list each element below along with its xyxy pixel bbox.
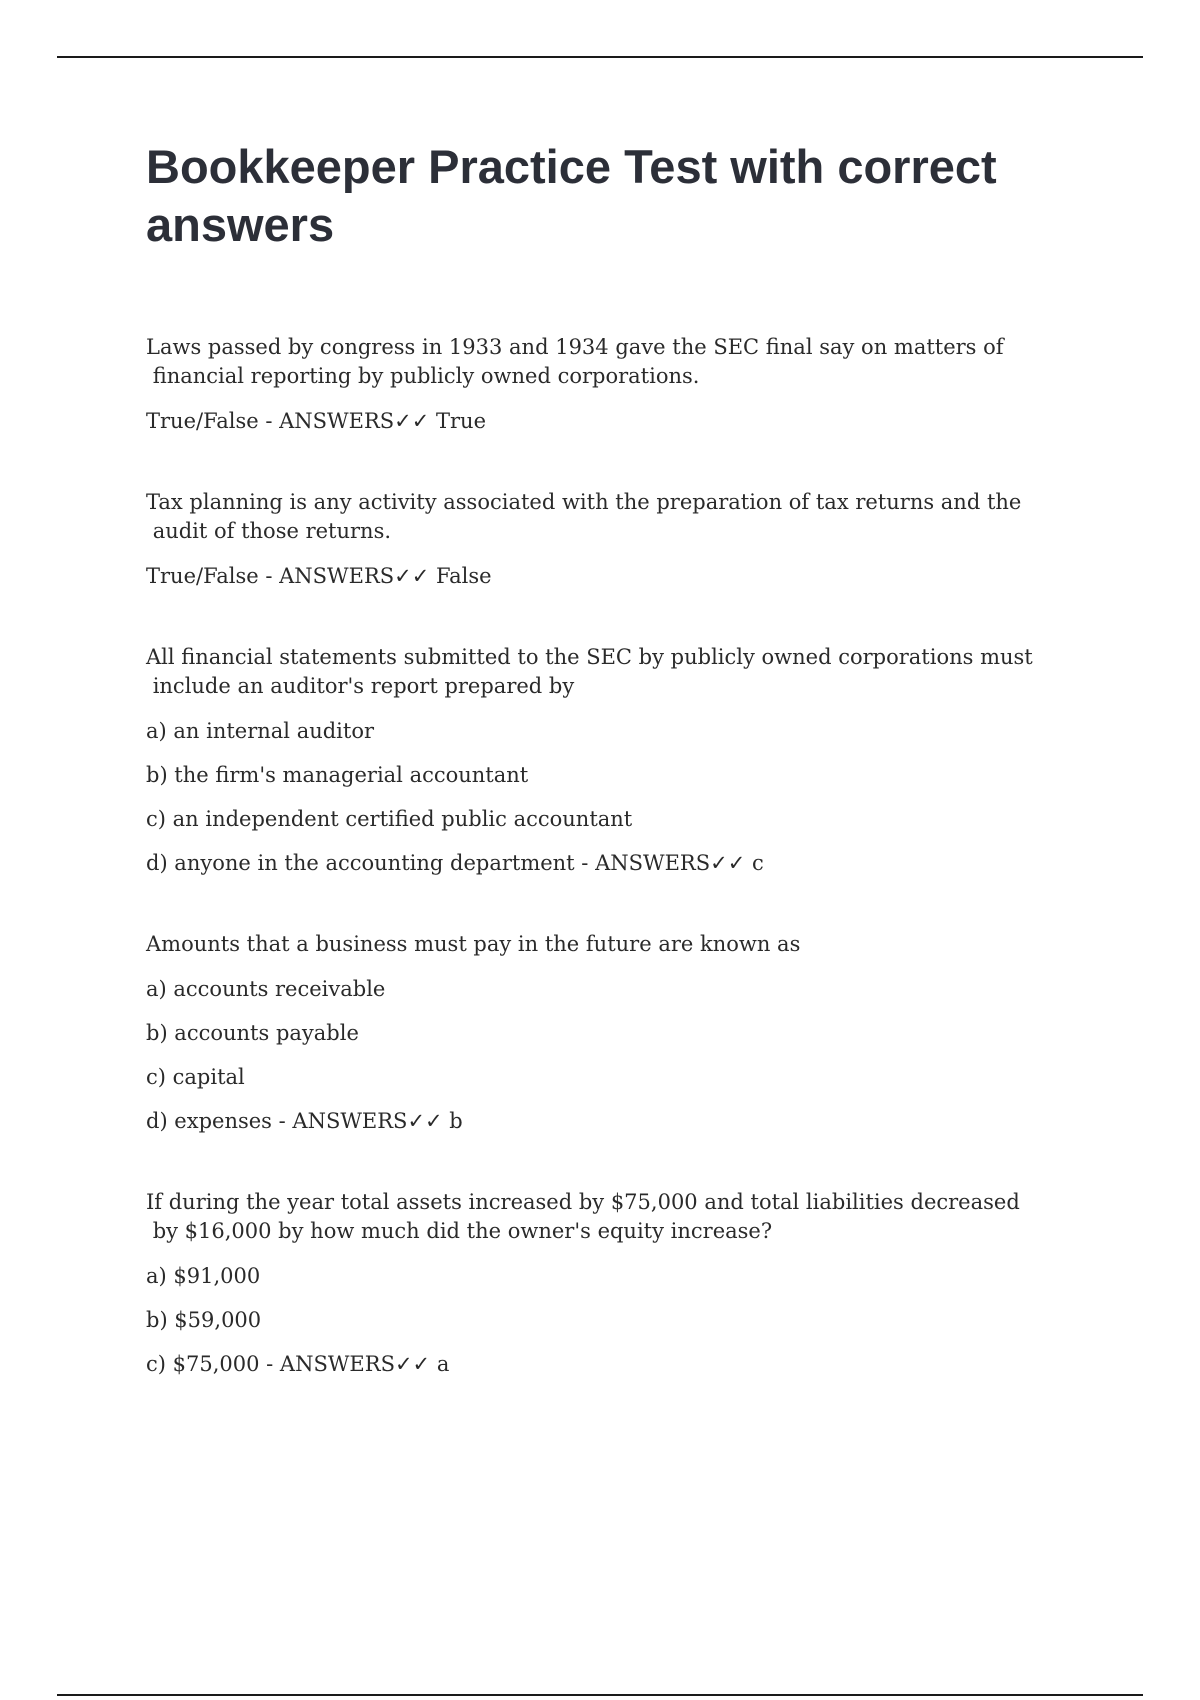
option-c: c) an independent certified public accountant — [146, 807, 633, 831]
question-block-3 — [146, 643, 1081, 878]
question-block-5 — [146, 1188, 1081, 1379]
question-block-4 — [146, 930, 1081, 1136]
question-text: All financial statements submitted to the SEC by publicly owned corporations must include an auditor's report prepared by — [146, 645, 1033, 698]
option-c: c) capital — [146, 1065, 245, 1089]
question-text: Laws passed by congress in 1933 and 1934 gave the SEC final say on matters of financial reporting by publicly owned corporations. — [146, 335, 1004, 388]
page-title: Bookkeeper Practice Test with correct answers — [146, 140, 997, 251]
option-d-answer: d) anyone in the accounting department - ANSWERS✓✓ c — [146, 851, 764, 875]
top-rule — [57, 56, 1143, 58]
option-b: b) $59,000 — [146, 1308, 262, 1332]
option-a: a) $91,000 — [146, 1264, 261, 1288]
option-d-answer: d) expenses - ANSWERS✓✓ b — [146, 1109, 463, 1133]
question-text: Amounts that a business must pay in the future are known as — [146, 932, 801, 956]
option-b: b) accounts payable — [146, 1021, 359, 1045]
question-text: If during the year total assets increased by $75,000 and total liabilities decreased by $16,000 by how much did the owner's equity increase? — [146, 1190, 1020, 1243]
document-body — [146, 138, 1081, 1379]
question-block-1 — [146, 333, 1081, 436]
answer-line: True/False - ANSWERS✓✓ False — [146, 564, 492, 588]
question-text: Tax planning is any activity associated with the preparation of tax returns and the audit of those returns. — [146, 490, 1022, 543]
answer-line: True/False - ANSWERS✓✓ True — [146, 409, 487, 433]
question-block-2 — [146, 488, 1081, 591]
question-list — [146, 333, 1081, 1379]
bottom-rule — [57, 1694, 1143, 1696]
option-a: a) an internal auditor — [146, 719, 375, 743]
option-b: b) the firm's managerial accountant — [146, 763, 529, 787]
option-c-answer: c) $75,000 - ANSWERS✓✓ a — [146, 1352, 450, 1376]
option-a: a) accounts receivable — [146, 977, 386, 1001]
